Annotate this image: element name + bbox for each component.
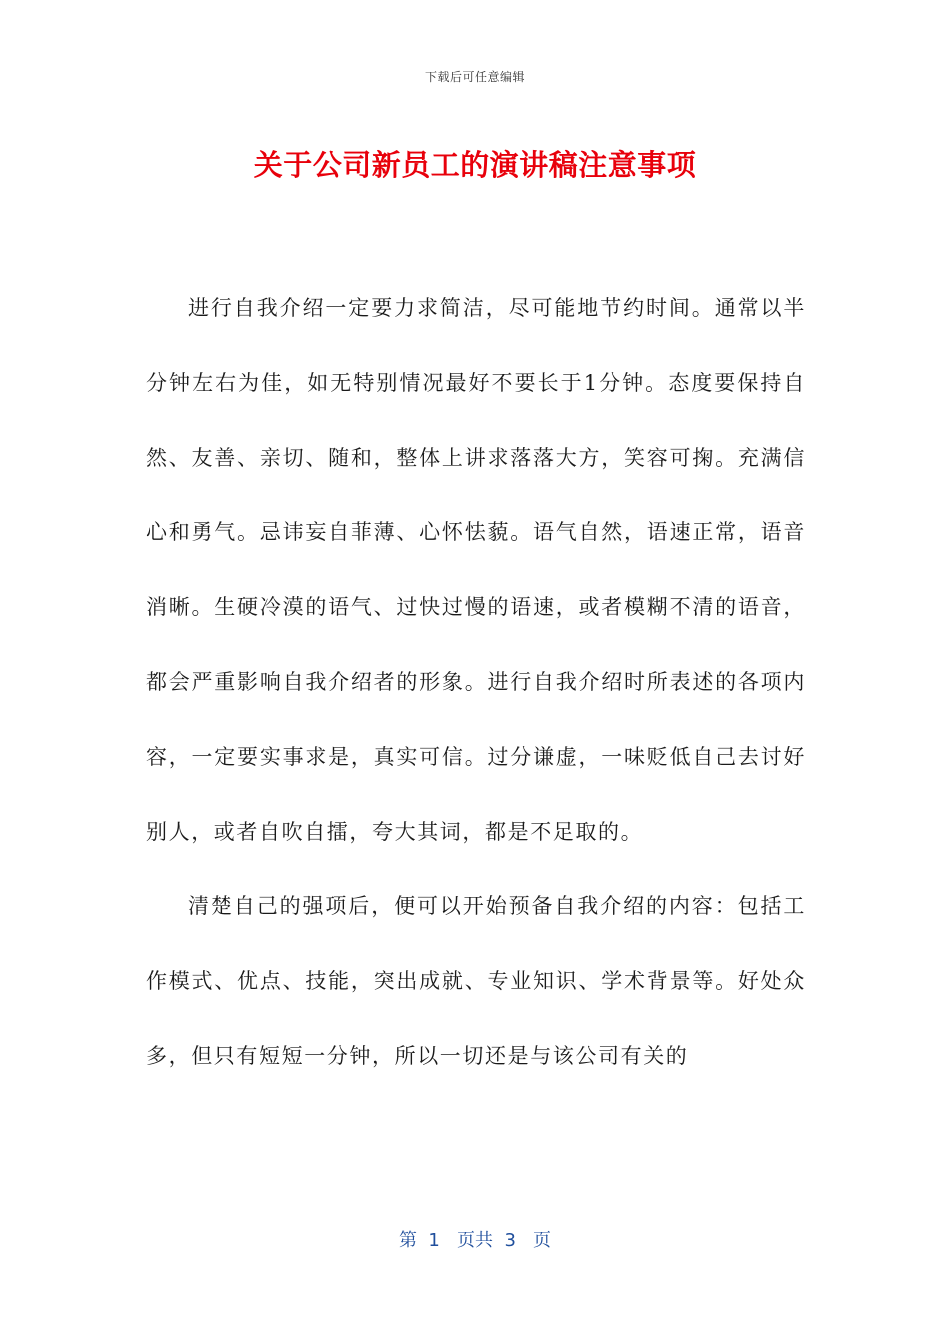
- page-number: 第 1 页共 3 页: [398, 1230, 552, 1251]
- document-title: 关于公司新员工的演讲稿注意事项: [253, 148, 697, 182]
- paragraph: 进行自我介绍一定要力求简洁，尽可能地节约时间。通常以半分钟左右为佳，如无特别情况最好不要长于1分钟。态度要保持自然、友善、亲切、随和，整体上讲求落落大方，笑容可掬。充满信心和勇气。忌讳妄自菲薄、心怀怯藐。语气自然，语速正常，语音消晰。生硬冷漠的语气、过快过慢的语速，或者模糊不清的语音，都会严重影响自我介绍者的形象。进行自我介绍时所表述的各项内容，一定要实事求是，真实可信。过分谦虚，一味贬低自己去讨好别人，或者自吹自擂，夸大其词，都是不足取的。: [146, 296, 806, 844]
- paragraph: 清楚自己的强项后，便可以开始预备自我介绍的内容：包括工作模式、优点、技能，突出成就、专业知识、学术背景等。好处众多，但只有短短一分钟，所以一切还是与该公司有关的: [146, 894, 806, 1068]
- header-note: 下载后可任意编辑: [424, 70, 525, 84]
- document-body: [146, 271, 806, 1094]
